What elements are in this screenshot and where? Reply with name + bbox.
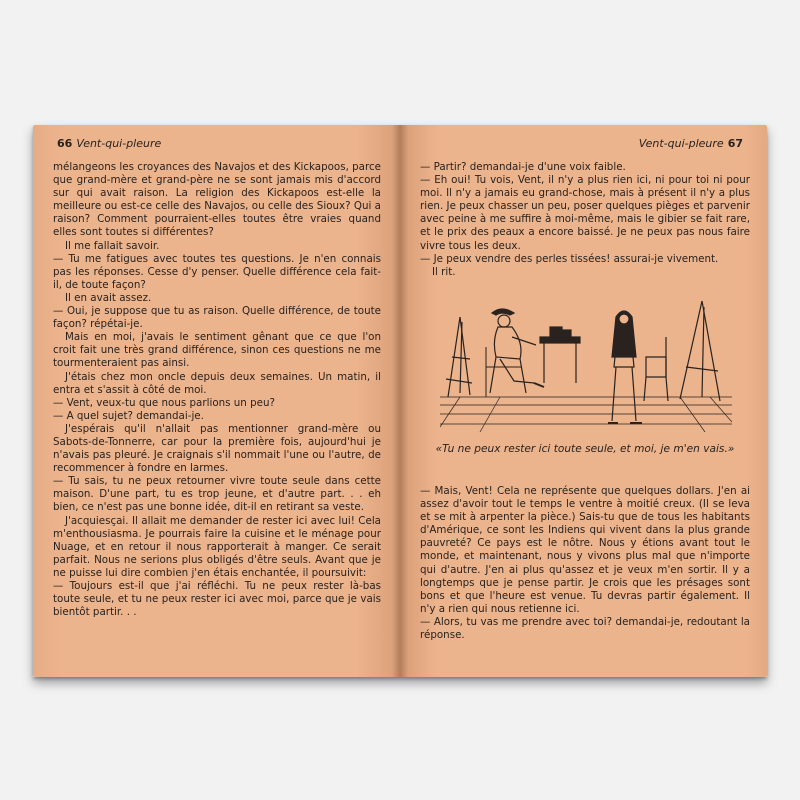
paragraph: J'espérais qu'il n'allait pas mentionner grand-mère ou Sabots-de-Tonnerre, car pour la première fois, aujourd'hui je n'avais pas pleuré. Je craignais s'il nommait l'une ou l'autre, de recommencer à fondre en larmes. [53, 422, 381, 475]
right-page [400, 125, 767, 677]
paragraph: — A quel sujet? demandai-je. [53, 409, 204, 422]
floor-planks [440, 397, 732, 432]
table [540, 327, 580, 383]
right-tripod [680, 301, 720, 401]
page-number: 67 [727, 137, 743, 150]
running-title: Vent-qui-pleure [76, 137, 162, 150]
paragraph: Il me fallait savoir. [65, 239, 160, 252]
right-chair [644, 337, 668, 401]
page-number: 66 [57, 137, 73, 150]
paragraph: Il rit. [432, 265, 456, 278]
paragraph: — Vent, veux-tu que nous parlions un peu? [53, 396, 275, 409]
illustration [440, 297, 732, 437]
paragraph: mélangeons les croyances des Navajos et des Kickapoos, parce que grand-mère et grand-père ne se sont jamais mis d'accord sur qui avait raison. La religion des Kickapoos est-elle la meilleure ou est-ce celle des Navajos, ou celle des Sioux? Qui a raison? Comment pourraient-elles toutes être vraies quand elles sont toutes si différentes? [53, 161, 381, 239]
book-gutter [392, 125, 408, 677]
paragraph: — Alors, tu vas me prendre avec toi? demandai-je, redoutant la réponse. [420, 615, 750, 642]
paragraph: — Je peux vendre des perles tissées! assurai-je vivement. [420, 252, 719, 265]
seated-man [486, 309, 544, 397]
left-page-text [53, 161, 381, 619]
right-page-text-bottom [420, 485, 750, 642]
left-page [33, 125, 400, 677]
paragraph: Il en avait assez. [65, 291, 152, 304]
open-book [33, 125, 767, 677]
left-tripod [446, 317, 472, 397]
right-page-header [639, 137, 747, 150]
paragraph: — Oui, je suppose que tu as raison. Quelle différence, de toute façon? répétai-je. [53, 305, 381, 331]
illustration-caption: «Tu ne peux rester ici toute seule, et moi, je m'en vais.» [435, 443, 735, 455]
right-page-text-top [420, 161, 750, 279]
paragraph: Mais en moi, j'avais le sentiment gênant que ce que l'on croit fait une très grand différence, sinon ces questions ne me tourmenteraient pas ainsi. [53, 331, 381, 370]
paragraph: — Mais, Vent! Cela ne représente que quelques dollars. J'en ai assez d'avoir tout le temps le ventre à moitié creux. (Il se leva et se mit à arpenter la pièce.) Sais-tu que de tous les habitants d'Amérique, ce sont les Indiens qui vivent dans la plus grande pauvreté? Ce pays est le nôtre. Nous y étions avant tout le monde, et maintenant, nous y vivons plus mal que n'importe qui d'autre. J'en ai plus qu'assez et je veux m'en sortir. Il y a longtemps que je pense partir. Je crois que les présages sont bons et que l'heure est venue. Tu devras partir également. Il n'y a rien qui nous retienne ici. [420, 485, 750, 615]
standing-girl [608, 311, 642, 423]
paragraph: — Tu sais, tu ne peux retourner vivre toute seule dans cette maison. D'une part, tu es trop jeune, et d'autre part. . . eh bien, ce n'est pas une bonne idée, dit-il en retirant sa veste. [53, 475, 381, 514]
paragraph: J'étais chez mon oncle depuis deux semaines. Un matin, il entra et s'assit à côté de moi. [53, 370, 381, 396]
running-title: Vent-qui-pleure [638, 137, 724, 150]
paragraph: — Toujours est-il que j'ai réfléchi. Tu ne peux rester là-bas toute seule, et tu ne peux rester ici avec moi, parce que je vais bientôt partir. . . [53, 580, 381, 619]
paragraph: — Partir? demandai-je d'une voix faible. [420, 161, 626, 173]
paragraph: — Tu me fatigues avec toutes tes questions. Je n'en connais pas les réponses. Cesse d'y penser. Quelle différence cela fait-il, de toute façon? [53, 252, 381, 291]
paragraph: — Eh oui! Tu vois, Vent, il n'y a plus rien ici, ni pour toi ni pour moi. Il n'y a jamais eu grand-chose, mais à présent il n'y a plus rien. Je peux chasser un peu, poser quelques pièges et parvenir avec peine à me suffire à moi-même, mais le gibier se fait rare, et le prix des peaux a encore baissé. Je ne peux pas nous faire vivre tous les deux. [420, 174, 750, 252]
paragraph: J'acquiesçai. Il allait me demander de rester ici avec lui! Cela m'enthousiasma. Je pourrais faire la cuisine et le ménage pour Nuage, et en retour il nous rapporterait à manger. Ce serait parfait. Nous ne serions plus obligés d'être seuls. Avant que je ne puisse lui dire combien j'en étais enchantée, il poursuivit: [53, 514, 381, 579]
left-page-header [53, 137, 161, 150]
